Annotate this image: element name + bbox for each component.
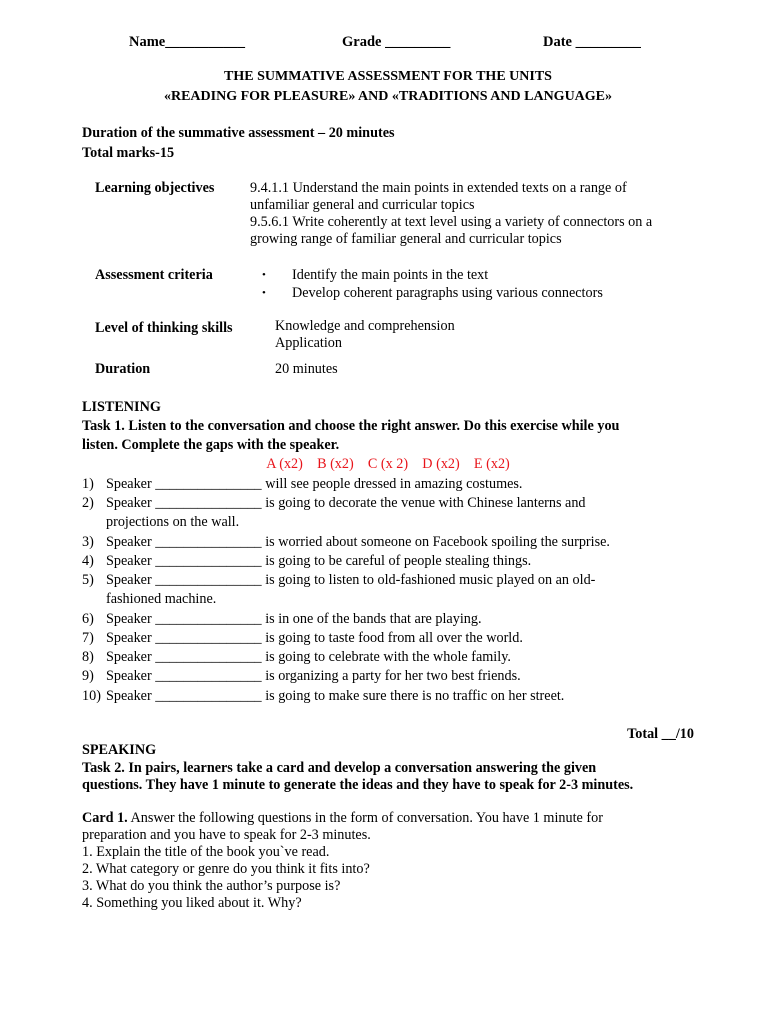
task1-instruction-line1: Task 1. Listen to the conversation and choose the right answer. Do this exercise while you: [82, 418, 620, 434]
listening-total: Total __/10: [627, 726, 694, 742]
question-number: 9): [82, 668, 94, 684]
question-text: fashioned machine.: [106, 591, 217, 607]
question-number: 1): [82, 476, 94, 492]
thinking-skills-label: Level of thinking skills: [95, 320, 233, 336]
question-text: Speaker _______________ is going to decorate the venue with Chinese lanterns and: [106, 495, 586, 511]
bullet-icon: •: [262, 287, 266, 299]
duration-label: Duration: [95, 361, 151, 377]
question-number: 7): [82, 630, 94, 646]
question-text: Speaker _______________ is going to be careful of people stealing things.: [106, 553, 532, 569]
speaker-option: A (x2): [266, 456, 303, 472]
total-marks: Total marks-15: [82, 145, 175, 161]
card-question: 2. What category or genre do you think it fits into?: [82, 861, 370, 877]
question-text: Speaker _______________ is going to make sure there is no traffic on her street.: [106, 688, 565, 704]
question-number: 10): [82, 688, 101, 704]
speaker-option: B (x2): [317, 456, 354, 472]
question-number: 5): [82, 572, 94, 588]
objective-line: unfamiliar general and curricular topics: [250, 197, 475, 213]
card-instruction-text: Answer the following questions in the form of conversation. You have 1 minute for: [127, 810, 603, 826]
question-number: 6): [82, 611, 94, 627]
task2-instruction-line1: Task 2. In pairs, learners take a card and develop a conversation answering the given: [82, 760, 597, 776]
speaker-options: [82, 456, 694, 473]
learning-objectives-text: [250, 180, 700, 248]
assessment-criteria-label: Assessment criteria: [95, 267, 213, 283]
question-text: Speaker _______________ is in one of the bands that are playing.: [106, 611, 482, 627]
question-number: 4): [82, 553, 94, 569]
name-field: Name___________: [129, 34, 245, 50]
page-title: [82, 67, 694, 107]
objective-line: 9.5.6.1 Write coherently at text level using a variety of connectors on a: [250, 214, 653, 230]
question-number: 3): [82, 534, 94, 550]
task1-instruction-line2: listen. Complete the gaps with the speaker.: [82, 437, 340, 453]
card1-instruction-line2: preparation and you have to speak for 2-3 minutes.: [82, 827, 371, 843]
speaker-option: C (x 2): [367, 456, 409, 472]
learning-objectives-label: Learning objectives: [95, 180, 215, 196]
objective-line: 9.4.1.1 Understand the main points in extended texts on a range of: [250, 180, 627, 196]
title-line-2: «READING FOR PLEASURE» AND «TRADITIONS AND LANGUAGE»: [163, 89, 613, 104]
objective-line: growing range of familiar general and curricular topics: [250, 231, 562, 247]
question-text: Speaker _______________ is going to taste food from all over the world.: [106, 630, 523, 646]
bullet-icon: •: [262, 269, 266, 281]
listening-heading: LISTENING: [82, 399, 161, 415]
thinking-skill: Knowledge and comprehension: [275, 318, 455, 334]
duration-line: Duration of the summative assessment – 20 minutes: [82, 125, 395, 141]
question-text: Speaker _______________ is going to celebrate with the whole family.: [106, 649, 511, 665]
question-number: 8): [82, 649, 94, 665]
question-text: Speaker _______________ is going to listen to old-fashioned music played on an old-: [106, 572, 596, 588]
criteria-item: Develop coherent paragraphs using various connectors: [292, 285, 603, 301]
title-line-1: THE SUMMATIVE ASSESSMENT FOR THE UNITS: [224, 69, 552, 84]
card1-instruction-line1: [82, 810, 694, 827]
speaking-heading: SPEAKING: [82, 742, 157, 758]
question-text: projections on the wall.: [106, 514, 240, 530]
thinking-skill: Application: [275, 335, 342, 351]
duration-value: 20 minutes: [275, 361, 338, 377]
card-label: Card 1.: [82, 810, 128, 826]
date-field: Date _________: [543, 34, 641, 50]
task2-instruction-line2: questions. They have 1 minute to generate the ideas and they have to speak for 2-3 minutes.: [82, 777, 634, 793]
question-number: 2): [82, 495, 94, 511]
speaker-option: D (x2): [422, 456, 460, 472]
criteria-item: Identify the main points in the text: [292, 267, 489, 283]
card-question: 3. What do you think the author’s purpose is?: [82, 878, 341, 894]
question-text: Speaker _______________ will see people dressed in amazing costumes.: [106, 476, 523, 492]
question-text: Speaker _______________ is organizing a party for her two best friends.: [106, 668, 521, 684]
question-text: Speaker _______________ is worried about someone on Facebook spoiling the surprise.: [106, 534, 610, 550]
card-question: 4. Something you liked about it. Why?: [82, 895, 302, 911]
card-question: 1. Explain the title of the book you`ve read.: [82, 844, 330, 860]
grade-field: Grade _________: [342, 34, 451, 50]
speaker-option: E (x2): [473, 456, 510, 472]
